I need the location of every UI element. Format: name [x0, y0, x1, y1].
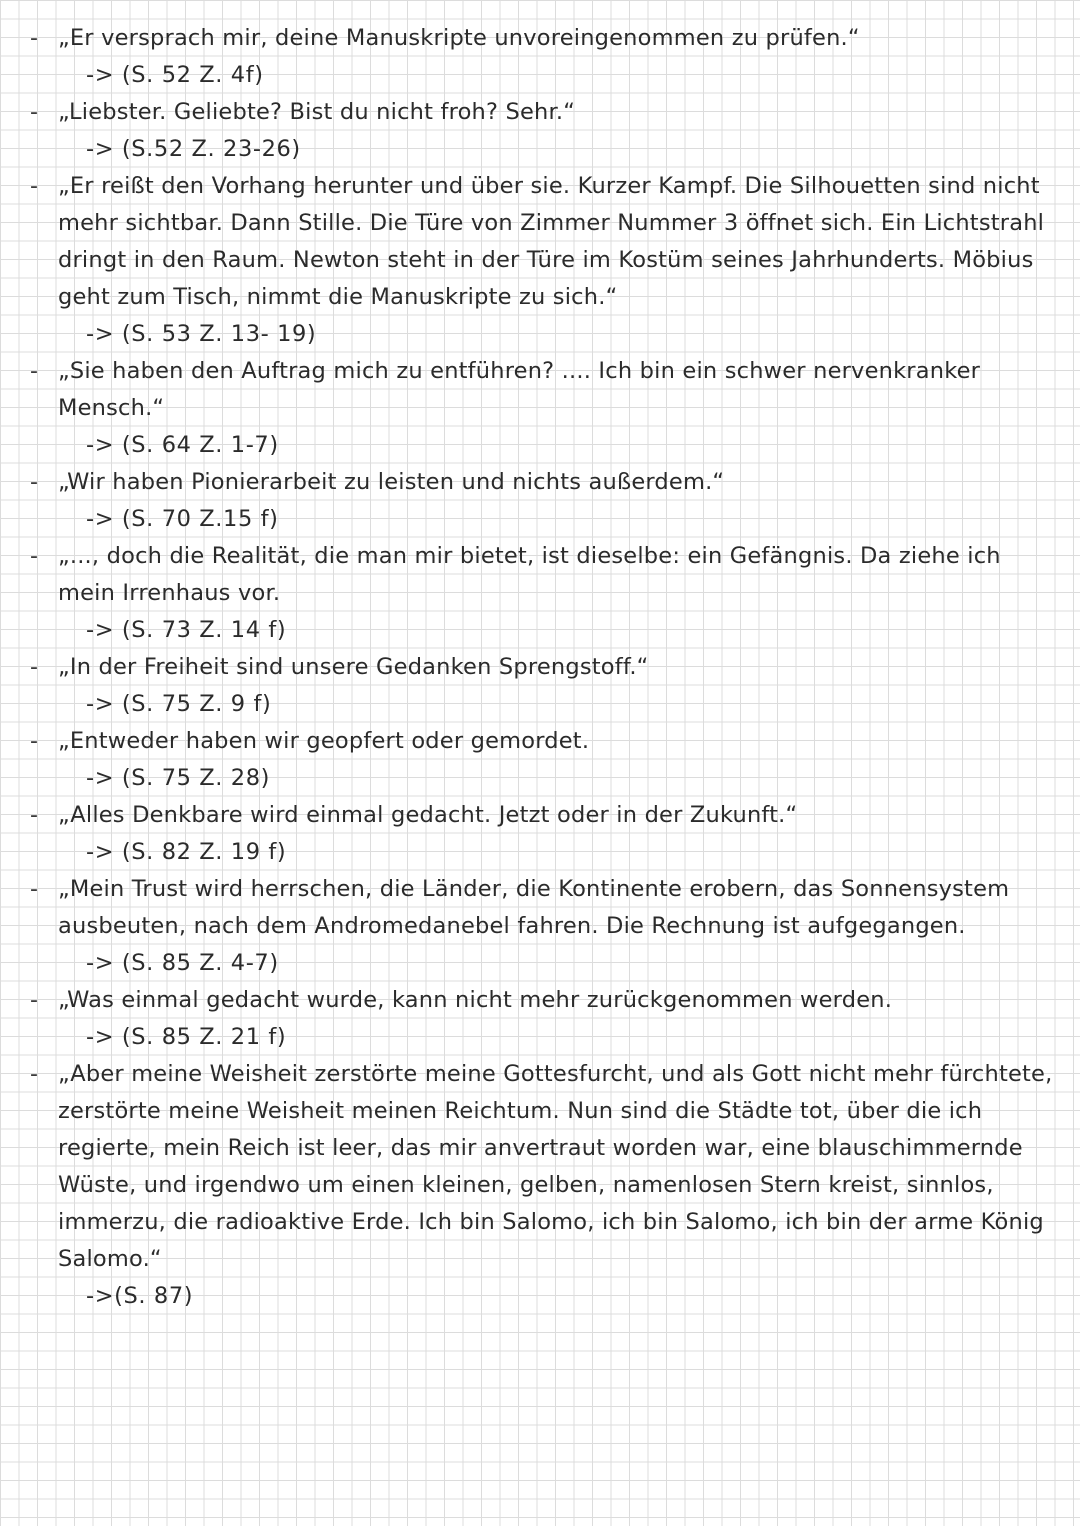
- bullet-dash: -: [30, 988, 38, 1013]
- quote-text: „Liebster. Geliebte? Bist du nicht froh? Sehr.“: [58, 99, 576, 125]
- bullet-dash: -: [30, 100, 38, 125]
- bullet-dash: -: [30, 729, 38, 754]
- bullet-dash: -: [30, 359, 38, 384]
- bullet-dash: -: [30, 655, 38, 680]
- bullet-dash: -: [30, 803, 38, 828]
- quote-text: „Er reißt den Vorhang herunter und über sie. Kurzer Kampf. Die Silhouetten sind nicht mehr sichtbar. Dann Stille. Die Türe von Zimmer Nummer 3 öffnet sich. Ein Lichtstrahl dringt in den Raum. Newton steht in der Türe im Kostüm seines Jahrhunderts. Möbius geht zum Tisch, nimmt die Manuskripte zu sich.“: [58, 173, 1045, 310]
- page-reference: -> (S. 75 Z. 9 f): [86, 691, 272, 717]
- quote-text: „..., doch die Realität, die man mir bietet, ist dieselbe: ein Gefängnis. Da ziehe ich mein Irrenhaus vor.: [58, 543, 1001, 606]
- quote-entry-7: [0, 649, 1080, 723]
- page-reference: -> (S. 73 Z. 14 f): [86, 617, 287, 643]
- quote-entry-9: [0, 797, 1080, 871]
- quote-entry-12: [0, 1056, 1080, 1315]
- notes-sheet: [0, 20, 1080, 1315]
- bullet-dash: -: [30, 174, 38, 199]
- quote-text: „In der Freiheit sind unsere Gedanken Sprengstoff.“: [58, 654, 649, 680]
- quote-text: „Was einmal gedacht wurde, kann nicht mehr zurückgenommen werden.: [58, 987, 893, 1013]
- page-reference: -> (S. 75 Z. 28): [86, 765, 270, 791]
- quote-entry-1: [0, 20, 1080, 94]
- quote-entry-8: [0, 723, 1080, 797]
- page-reference: -> (S. 70 Z.15 f): [86, 506, 279, 532]
- quote-entry-3: [0, 168, 1080, 353]
- quote-entry-4: [0, 353, 1080, 464]
- quote-entry-5: [0, 464, 1080, 538]
- quote-text: „Entweder haben wir geopfert oder gemordet.: [58, 728, 590, 754]
- quote-text: „Er versprach mir, deine Manuskripte unvoreingenommen zu prüfen.“: [58, 25, 860, 51]
- page-reference: -> (S. 52 Z. 4f): [86, 62, 264, 88]
- page-reference: -> (S.52 Z. 23-26): [86, 136, 301, 162]
- quote-entry-10: [0, 871, 1080, 982]
- quote-entry-6: [0, 538, 1080, 649]
- page-reference: -> (S. 82 Z. 19 f): [86, 839, 287, 865]
- quote-text: „Sie haben den Auftrag mich zu entführen? .... Ich bin ein schwer nervenkranker Mensch.“: [58, 358, 981, 421]
- quote-entry-2: [0, 94, 1080, 168]
- quote-text: „Mein Trust wird herrschen, die Länder, die Kontinente erobern, das Sonnensystem ausbeuten, nach dem Andromedanebel fahren. Die Rechnung ist aufgegangen.: [58, 876, 1010, 939]
- bullet-dash: -: [30, 1062, 38, 1087]
- quote-text: „Wir haben Pionierarbeit zu leisten und nichts außerdem.“: [58, 469, 725, 495]
- page-reference: -> (S. 64 Z. 1-7): [86, 432, 279, 458]
- page-reference: -> (S. 53 Z. 13- 19): [86, 321, 317, 347]
- bullet-dash: -: [30, 877, 38, 902]
- bullet-dash: -: [30, 544, 38, 569]
- quote-text: „Alles Denkbare wird einmal gedacht. Jetzt oder in der Zukunft.“: [58, 802, 798, 828]
- page-reference: -> (S. 85 Z. 21 f): [86, 1024, 287, 1050]
- quote-text: „Aber meine Weisheit zerstörte meine Gottesfurcht, und als Gott nicht mehr fürchtete, zerstörte meine Weisheit meinen Reichtum. Nun sind die Städte tot, über die ich regierte, mein Reich ist leer, das mir anvertraut worden war, eine blauschimmernde Wüste, und irgendwo um einen kleinen, gelben, namenlosen Stern kreist, sinnlos, immerzu, die radioaktive Erde. Ich bin Salomo, ich bin Salomo, ich bin der arme König Salomo.“: [58, 1061, 1053, 1272]
- page-reference: ->(S. 87): [86, 1283, 194, 1309]
- bullet-dash: -: [30, 26, 38, 51]
- quote-entry-11: [0, 982, 1080, 1056]
- bullet-dash: -: [30, 470, 38, 495]
- page-reference: -> (S. 85 Z. 4-7): [86, 950, 279, 976]
